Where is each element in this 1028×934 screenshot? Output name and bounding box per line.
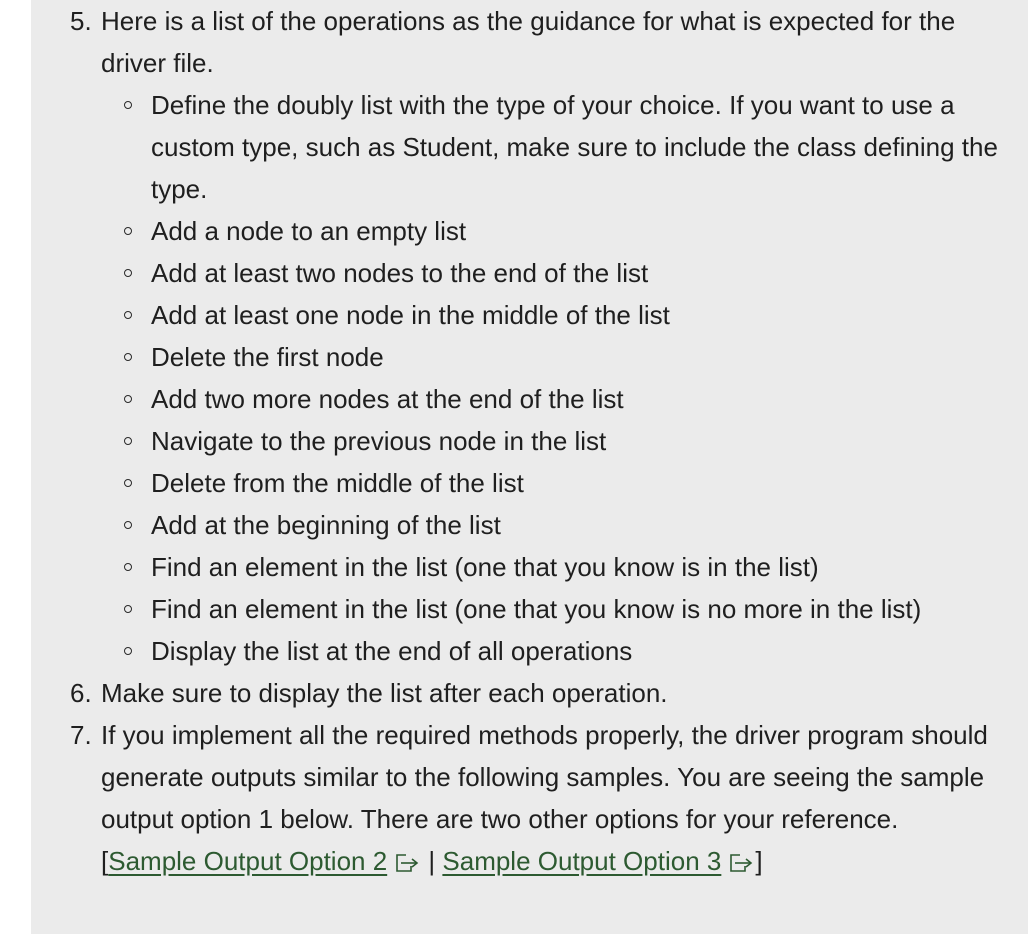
step-item-6 bbox=[70, 672, 1020, 714]
operation-item bbox=[151, 546, 1020, 588]
bullet-icon bbox=[124, 521, 132, 529]
operation-text: Delete the first node bbox=[151, 342, 384, 372]
step-number: 6. bbox=[70, 678, 92, 708]
step-number: 7. bbox=[70, 720, 92, 750]
operation-text: Add at least two nodes to the end of the list bbox=[151, 258, 649, 288]
step-item-7 bbox=[70, 714, 1020, 885]
step-item-5 bbox=[70, 0, 1020, 672]
operation-item bbox=[151, 294, 1020, 336]
operation-item bbox=[151, 84, 1020, 210]
bullet-icon bbox=[124, 479, 132, 487]
sample-output-option-3-link[interactable] bbox=[442, 846, 721, 876]
operation-text: Navigate to the previous node in the list bbox=[151, 426, 607, 456]
bullet-icon bbox=[124, 311, 132, 319]
operation-text: Delete from the middle of the list bbox=[151, 468, 524, 498]
external-link-icon[interactable] bbox=[729, 843, 755, 885]
operation-text: Define the doubly list with the type of your choice. If you want to use a custom type, such as Student, make sure to include the class defining the type. bbox=[151, 90, 998, 204]
link-label: Sample Output Option 2 bbox=[108, 846, 388, 876]
operation-item bbox=[151, 630, 1020, 672]
link-label: Sample Output Option 3 bbox=[442, 846, 722, 876]
operation-item bbox=[151, 252, 1020, 294]
operations-list bbox=[101, 84, 1020, 672]
operation-item bbox=[151, 378, 1020, 420]
operation-text: Find an element in the list (one that you know is no more in the list) bbox=[151, 594, 922, 624]
operation-item bbox=[151, 462, 1020, 504]
bullet-icon bbox=[124, 605, 132, 613]
operation-text: Add two more nodes at the end of the list bbox=[151, 384, 624, 414]
step-text: If you implement all the required methods properly, the driver program should generate outputs similar to the following samples. You are seeing the sample output option 1 below. There are two other options for your reference. bbox=[101, 720, 988, 834]
open-bracket: [ bbox=[101, 846, 109, 876]
bullet-icon bbox=[124, 101, 132, 109]
operation-text: Find an element in the list (one that you know is in the list) bbox=[151, 552, 819, 582]
sample-output-option-2-link[interactable] bbox=[108, 846, 387, 876]
bullet-icon bbox=[124, 227, 132, 235]
operation-item bbox=[151, 210, 1020, 252]
bullet-icon bbox=[124, 647, 132, 655]
operation-text: Add a node to an empty list bbox=[151, 216, 467, 246]
bullet-icon bbox=[124, 437, 132, 445]
operation-text: Add at the beginning of the list bbox=[151, 510, 501, 540]
step-text: Make sure to display the list after each operation. bbox=[101, 678, 668, 708]
operation-item bbox=[151, 504, 1020, 546]
operation-text: Display the list at the end of all operations bbox=[151, 636, 633, 666]
step-number: 5. bbox=[70, 6, 92, 36]
sample-links bbox=[101, 840, 1020, 885]
bullet-icon bbox=[124, 563, 132, 571]
bullet-icon bbox=[124, 269, 132, 277]
instructions-list bbox=[70, 0, 1020, 885]
operation-item bbox=[151, 588, 1020, 630]
close-bracket: ] bbox=[755, 846, 763, 876]
external-link-icon[interactable] bbox=[395, 843, 421, 885]
operation-item bbox=[151, 336, 1020, 378]
operation-item bbox=[151, 420, 1020, 462]
bullet-icon bbox=[124, 395, 132, 403]
operation-text: Add at least one node in the middle of the list bbox=[151, 300, 670, 330]
link-separator: | bbox=[421, 846, 443, 876]
bullet-icon bbox=[124, 353, 132, 361]
step-text: Here is a list of the operations as the guidance for what is expected for the driver file. bbox=[101, 6, 956, 78]
